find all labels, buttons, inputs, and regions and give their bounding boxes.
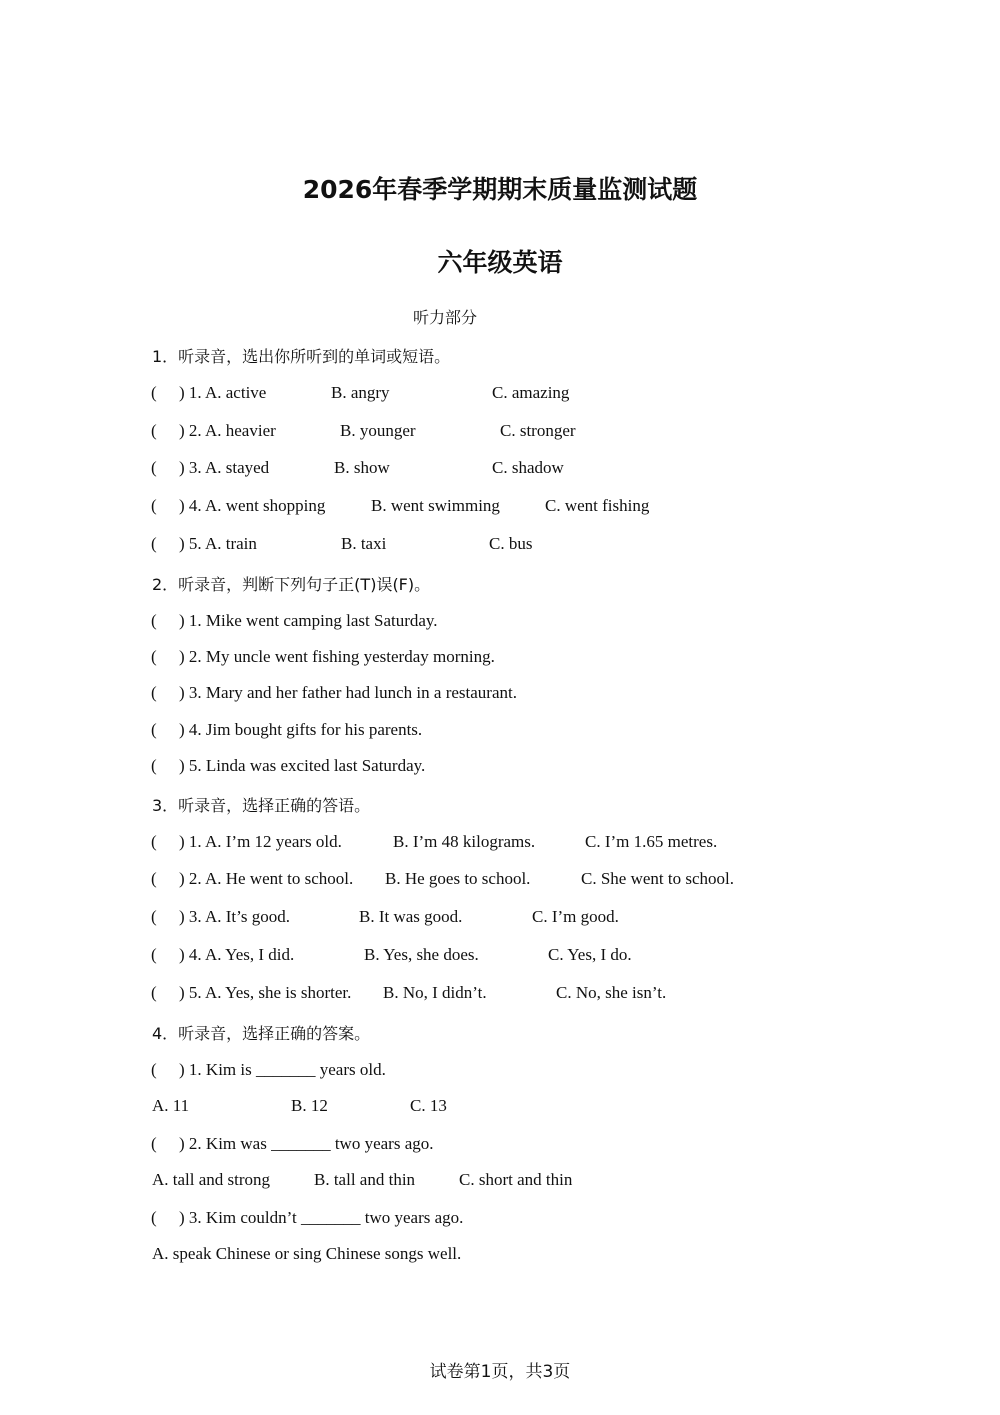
option-b: B. taxi <box>341 534 387 553</box>
option-c: C. I’m 1.65 metres. <box>585 832 718 851</box>
option-a: A. speak Chinese or sing Chinese songs well. <box>152 1244 462 1263</box>
question-stem: ) 1. A. I’m 12 years old. <box>179 832 342 851</box>
answer-bracket: ( <box>151 945 157 964</box>
question-stem: ) 5. A. Yes, she is shorter. <box>179 983 352 1002</box>
question-stem: ) 1. Kim is _______ years old. <box>179 1060 386 1079</box>
question-stem: ) 2. Kim was _______ two years ago. <box>179 1134 434 1153</box>
answer-bracket: ( <box>151 1060 157 1079</box>
section-3-heading: 3．听录音，选择正确的答语。 <box>152 796 371 815</box>
exam-title: 2026年春季学期期末质量监测试题 <box>302 175 698 204</box>
option-a: A. 11 <box>152 1096 190 1115</box>
option-c: C. I’m good. <box>532 907 619 926</box>
option-c: C. Yes, I do. <box>548 945 632 964</box>
section-1-heading: 1．听录音，选出你所听到的单词或短语。 <box>152 347 451 366</box>
option-b: B. It was good. <box>359 907 463 926</box>
answer-bracket: ( <box>151 1208 157 1227</box>
answer-bracket: ( <box>151 647 157 666</box>
option-b: B. show <box>334 458 390 477</box>
option-c: C. stronger <box>500 421 576 440</box>
option-c: C. amazing <box>492 383 570 402</box>
exam-subtitle: 六年级英语 <box>437 248 563 277</box>
answer-bracket: ( <box>151 683 157 702</box>
option-b: B. angry <box>331 383 390 402</box>
option-b: B. tall and thin <box>314 1170 416 1189</box>
question-stem: ) 4. A. went shopping <box>179 496 326 515</box>
question-stem: ) 3. A. It’s good. <box>179 907 290 926</box>
option-c: C. went fishing <box>545 496 650 515</box>
option-c: C. short and thin <box>459 1170 573 1189</box>
answer-bracket: ( <box>151 534 157 553</box>
answer-bracket: ( <box>151 832 157 851</box>
answer-bracket: ( <box>151 458 157 477</box>
option-c: C. No, she isn’t. <box>556 983 667 1002</box>
page-footer: 试卷第1页，共3页 <box>429 1362 571 1382</box>
option-c: C. shadow <box>492 458 564 477</box>
answer-bracket: ( <box>151 611 157 630</box>
option-a: A. tall and strong <box>152 1170 271 1189</box>
answer-bracket: ( <box>151 720 157 739</box>
option-c: C. She went to school. <box>581 869 734 888</box>
answer-bracket: ( <box>151 496 157 515</box>
statement: ) 2. My uncle went fishing yesterday morning. <box>179 647 495 666</box>
question-stem: ) 2. A. He went to school. <box>179 869 354 888</box>
statement: ) 5. Linda was excited last Saturday. <box>179 756 426 775</box>
question-stem: ) 1. A. active <box>179 383 267 402</box>
option-b: B. I’m 48 kilograms. <box>393 832 536 851</box>
part-label: 听力部分 <box>412 308 477 327</box>
option-c: C. bus <box>489 534 533 553</box>
answer-bracket: ( <box>151 1134 157 1153</box>
option-b: B. 12 <box>291 1096 328 1115</box>
answer-bracket: ( <box>151 383 157 402</box>
statement: ) 3. Mary and her father had lunch in a restaurant. <box>179 683 517 702</box>
question-stem: ) 4. A. Yes, I did. <box>179 945 295 964</box>
answer-bracket: ( <box>151 983 157 1002</box>
option-b: B. younger <box>340 421 416 440</box>
section-2-heading: 2．听录音，判断下列句子正(T)误(F)。 <box>152 575 431 594</box>
question-stem: ) 2. A. heavier <box>179 421 276 440</box>
option-b: B. Yes, she does. <box>364 945 479 964</box>
option-b: B. He goes to school. <box>385 869 531 888</box>
answer-bracket: ( <box>151 756 157 775</box>
section-4-heading: 4．听录音，选择正确的答案。 <box>152 1024 371 1043</box>
option-c: C. 13 <box>410 1096 447 1115</box>
option-b: B. went swimming <box>371 496 500 515</box>
answer-bracket: ( <box>151 869 157 888</box>
question-stem: ) 3. Kim couldn’t _______ two years ago. <box>179 1208 464 1227</box>
answer-bracket: ( <box>151 421 157 440</box>
option-b: B. No, I didn’t. <box>383 983 487 1002</box>
statement: ) 1. Mike went camping last Saturday. <box>179 611 438 630</box>
question-stem: ) 3. A. stayed <box>179 458 270 477</box>
question-stem: ) 5. A. train <box>179 534 257 553</box>
statement: ) 4. Jim bought gifts for his parents. <box>179 720 423 739</box>
answer-bracket: ( <box>151 907 157 926</box>
